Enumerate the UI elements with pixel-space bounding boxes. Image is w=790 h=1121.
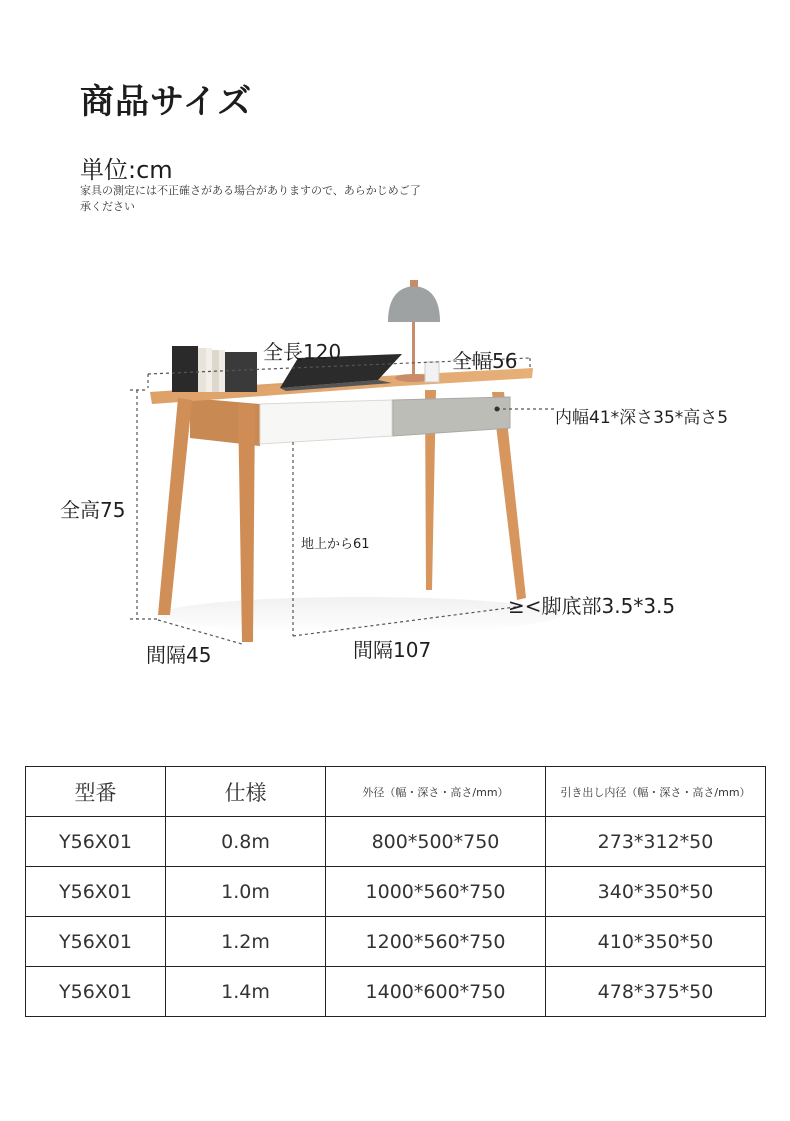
- measurement-note: 家具の測定には不正確さがある場合がありますので、あらかじめご了承ください: [80, 184, 421, 213]
- cell-spec: 0.8m: [166, 817, 326, 867]
- cell-outer-size: 1400*600*750: [326, 967, 546, 1017]
- cell-model: Y56X01: [26, 867, 166, 917]
- header-outer-size: 外径（幅・深さ・高さ/mm）: [326, 767, 546, 817]
- page-title: 商品サイズ: [80, 82, 253, 122]
- table-row: [26, 867, 766, 917]
- cell-model: Y56X01: [26, 817, 166, 867]
- drawer-inner-label: 内幅41*深さ35*高さ5: [555, 408, 729, 428]
- cell-drawer-size: 340*350*50: [546, 867, 766, 917]
- table-row: [26, 817, 766, 867]
- cell-outer-size: 1200*560*750: [326, 917, 546, 967]
- cell-spec: 1.2m: [166, 917, 326, 967]
- foot-size-label: ≥<脚底部3.5*3.5: [508, 594, 676, 618]
- cell-model: Y56X01: [26, 917, 166, 967]
- front-spacing-label: 間隔107: [353, 638, 432, 662]
- header-model: 型番: [26, 767, 166, 817]
- side-spacing-label: 間隔45: [146, 643, 212, 667]
- length-label: 全長120: [263, 340, 342, 364]
- cell-spec: 1.0m: [166, 867, 326, 917]
- cell-outer-size: 800*500*750: [326, 817, 546, 867]
- cell-drawer-size: 478*375*50: [546, 967, 766, 1017]
- unit-label: 単位:cm: [80, 156, 173, 184]
- cell-spec: 1.4m: [166, 967, 326, 1017]
- table-header-row: [26, 767, 766, 817]
- cell-model: Y56X01: [26, 967, 166, 1017]
- table-row: [26, 967, 766, 1017]
- height-label: 全高75: [60, 498, 126, 522]
- width-label: 全幅56: [452, 349, 518, 373]
- cell-drawer-size: 273*312*50: [546, 817, 766, 867]
- floor-clearance-label: 地上から61: [301, 537, 370, 552]
- spec-table: [25, 766, 766, 1017]
- header-drawer-size: 引き出し内径（幅・深さ・高さ/mm）: [546, 767, 766, 817]
- table-row: [26, 917, 766, 967]
- cell-outer-size: 1000*560*750: [326, 867, 546, 917]
- header-spec: 仕様: [166, 767, 326, 817]
- cell-drawer-size: 410*350*50: [546, 917, 766, 967]
